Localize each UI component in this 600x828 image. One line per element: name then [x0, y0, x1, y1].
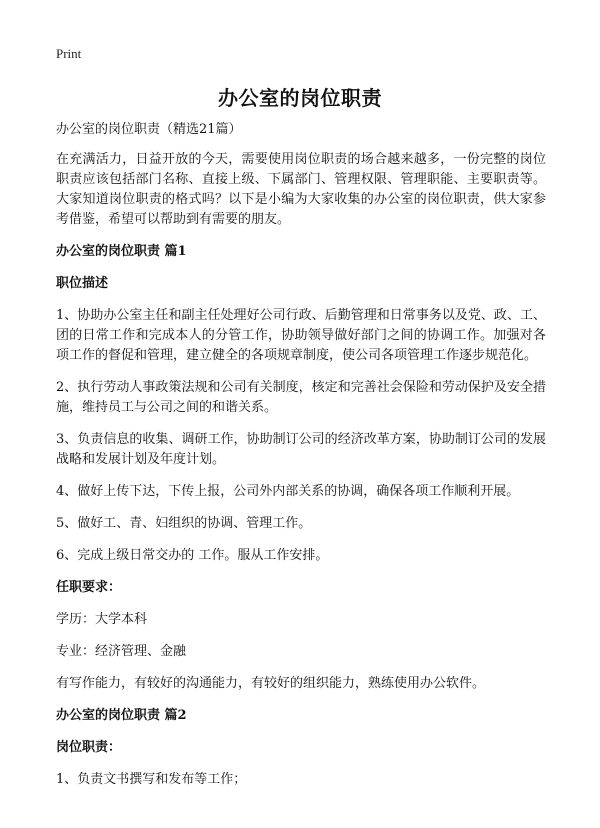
duty-item-4: 4、做好上传下达，下传上报，公司外内部关系的协调，确保各项工作顺利开展。	[56, 484, 520, 499]
major-requirement: 专业：经济管理、金融	[56, 644, 187, 659]
ability-requirement: 有写作能力，有较好的沟通能力，有较好的组织能力，熟练使用办公软件。	[56, 676, 486, 691]
section1-heading: 办公室的岗位职责 篇1	[56, 244, 187, 259]
duty-item-3: 3、负责信息的收集、调研工作，协助制订公司的经济改革方案，协助制订公司的发展战略和发展计划及年度计划。	[56, 432, 546, 467]
requirements-heading: 任职要求：	[56, 580, 122, 595]
job-description-heading: 职位描述	[56, 276, 109, 291]
print-link[interactable]: Print	[56, 46, 82, 61]
duty-item-2: 2、执行劳动人事政策法规和公司有关制度，核定和完善社会保险和劳动保护及安全措施，维持员工与公司之间的和谐关系。	[56, 380, 546, 415]
section2-heading: 办公室的岗位职责 篇2	[56, 708, 187, 723]
page-title: 办公室的岗位职责	[218, 86, 382, 110]
duty-heading: 岗位职责：	[56, 740, 122, 755]
education-requirement: 学历：大学本科	[56, 612, 148, 627]
duty-item-1: 1、协助办公室主任和副主任处理好公司行政、后勤管理和日常事务以及党、政、工、团的日常工作和完成本人的分管工作，协助领导做好部门之间的协调工作。加强对各项工作的督促和管理，建立健全的各项规章制度，使公司各项管理工作逐步规范化。	[56, 308, 546, 363]
document-body	[56, 120, 546, 802]
duty-item-5: 5、做好工、青、妇组织的协调、管理工作。	[56, 516, 312, 531]
duty-item-6: 6、完成上级日常交办的 工作。服从工作安排。	[56, 548, 329, 563]
intro-paragraph: 在充满活力，日益开放的今天，需要使用岗位职责的场合越来越多，一份完整的岗位职责应该包括部门名称、直接上级、下属部门、管理权限、管理职能、主要职责等。大家知道岗位职责的格式吗？以下是小编为大家收集的办公室的岗位职责，供大家参考借鉴，希望可以帮助到有需要的朋友。	[56, 152, 546, 227]
section2-item-1: 1、负责文书撰写和发布等工作；	[56, 772, 247, 787]
document-subtitle: 办公室的岗位职责（精选21篇）	[56, 122, 242, 137]
